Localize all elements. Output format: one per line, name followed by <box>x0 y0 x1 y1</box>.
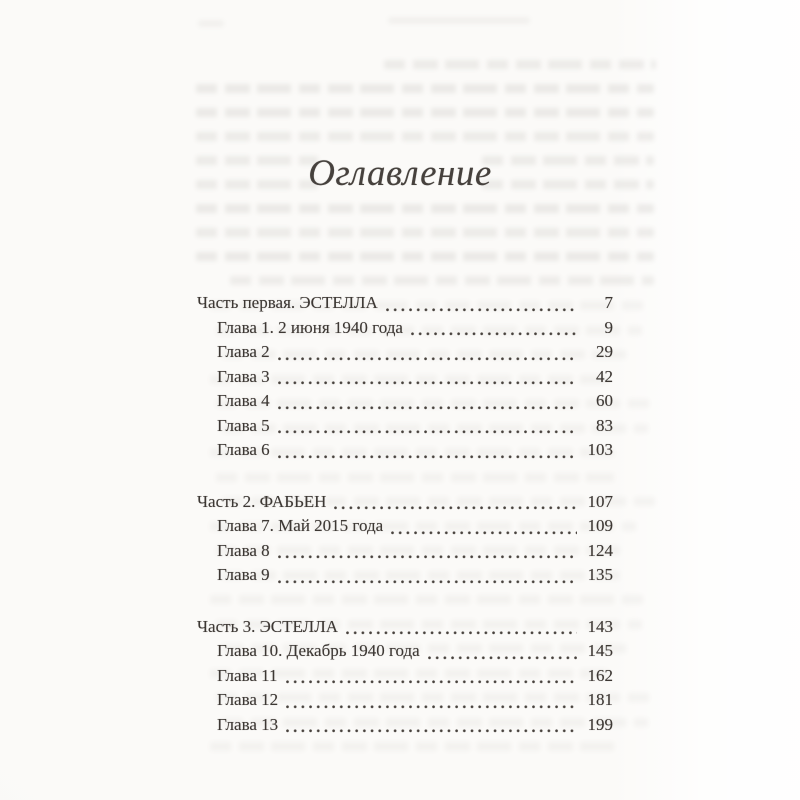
toc-entry <box>197 367 613 392</box>
dot-leader <box>286 729 577 733</box>
page-title: Оглавление <box>308 153 492 194</box>
dot-leader <box>386 308 577 312</box>
toc-entry-page: 83 <box>596 415 613 435</box>
dot-leader <box>278 357 577 361</box>
dot-leader <box>278 455 577 459</box>
dot-leader <box>411 332 577 336</box>
toc-entry-label: Глава 12 <box>217 690 279 709</box>
toc-entry-page: 9 <box>604 317 613 337</box>
table-of-contents <box>197 293 613 739</box>
toc-entry-page: 7 <box>604 293 613 312</box>
toc-entry <box>197 641 613 666</box>
dot-leader <box>278 406 577 410</box>
toc-section <box>197 492 613 590</box>
dot-leader <box>346 631 577 635</box>
toc-entry <box>197 565 613 590</box>
toc-entry-page: 109 <box>587 516 613 535</box>
toc-section <box>197 293 613 465</box>
dot-leader <box>278 430 577 434</box>
toc-entry-label: Часть 2. ФАБЬЕН <box>197 491 327 511</box>
toc-entry-label: Глава 10. Декабрь 1940 года <box>217 641 420 660</box>
dot-leader <box>334 506 577 510</box>
toc-entry-page: 162 <box>587 665 613 685</box>
toc-entry-label: Глава 9 <box>217 565 270 584</box>
dot-leader <box>278 555 577 559</box>
toc-entry <box>197 690 613 715</box>
toc-entry-page: 103 <box>587 440 613 459</box>
dot-leader <box>428 656 577 660</box>
toc-entry-label: Часть первая. ЭСТЕЛЛА <box>197 293 378 312</box>
toc-entry <box>197 516 613 541</box>
dot-leader <box>286 680 577 684</box>
toc-entry-label: Часть 3. ЭСТЕЛЛА <box>197 616 339 636</box>
dot-leader <box>278 580 577 584</box>
toc-entry <box>197 541 613 566</box>
toc-entry <box>197 666 613 691</box>
toc-entry-page: 199 <box>587 714 613 734</box>
toc-entry-label: Глава 4 <box>217 391 270 410</box>
toc-entry <box>197 391 613 416</box>
toc-entry <box>197 416 613 441</box>
toc-entry <box>197 492 613 517</box>
toc-entry-label: Глава 3 <box>217 366 270 386</box>
toc-entry-label: Глава 11 <box>217 665 278 685</box>
toc-entry-page: 107 <box>587 491 613 511</box>
toc-entry-label: Глава 5 <box>217 415 270 435</box>
toc-entry-page: 124 <box>587 540 613 560</box>
toc-entry <box>197 318 613 343</box>
toc-entry-label: Глава 7. Май 2015 года <box>217 516 384 535</box>
toc-entry-page: 143 <box>587 616 613 636</box>
toc-entry <box>197 617 613 642</box>
toc-entry <box>197 440 613 465</box>
toc-entry-label: Глава 1. 2 июня 1940 года <box>217 317 403 337</box>
toc-entry-label: Глава 13 <box>217 714 279 734</box>
toc-entry-label: Глава 2 <box>217 342 270 361</box>
toc-entry-page: 29 <box>596 342 613 361</box>
dot-leader <box>278 381 577 385</box>
toc-entry-page: 145 <box>587 641 613 660</box>
toc-section <box>197 617 613 740</box>
toc-entry-page: 42 <box>596 366 613 386</box>
dot-leader <box>286 705 577 709</box>
toc-entry-page: 181 <box>587 690 613 709</box>
toc-entry-page: 60 <box>596 391 613 410</box>
toc-entry-label: Глава 6 <box>217 440 270 459</box>
toc-entry <box>197 293 613 318</box>
dot-leader <box>391 531 577 535</box>
toc-entry <box>197 715 613 740</box>
toc-entry-label: Глава 8 <box>217 540 270 560</box>
toc-entry-page: 135 <box>587 565 613 584</box>
toc-entry <box>197 342 613 367</box>
